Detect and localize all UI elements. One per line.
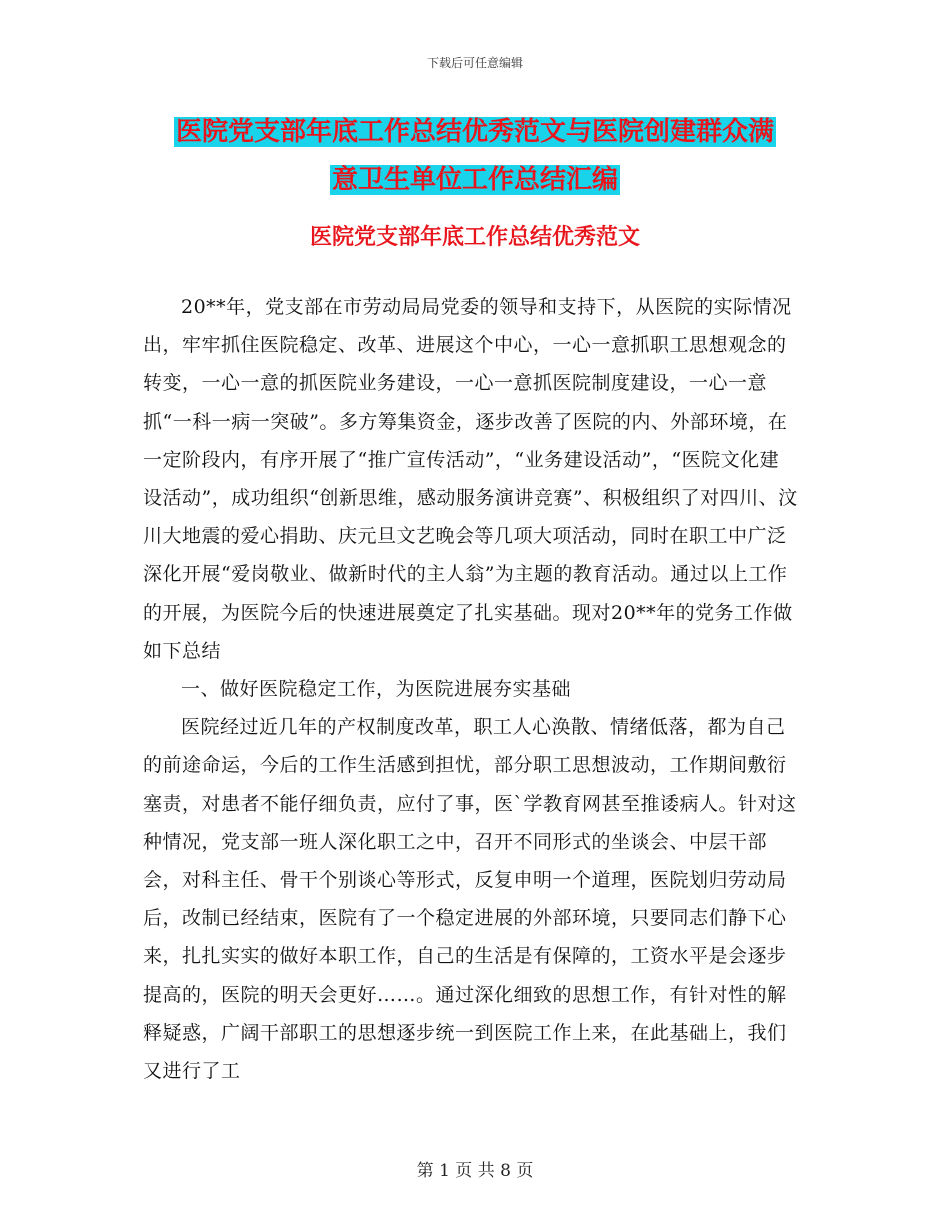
page-header-note: 下载后可任意编辑 (426, 56, 523, 70)
document-title-line-2: 意卫生单位工作总结汇编 (331, 165, 618, 195)
document-title-line-1: 医院党支部年底工作总结优秀范文与医院创建群众满 (175, 117, 774, 147)
paragraph-stability-work: 医院经过近几年的产权制度改革，职工人心涣散、情绪低落，都为自己的前途命运，今后的工作生活感到担忧，部分职工思想波动，工作期间敷衍塞责，对患者不能仔细负责，应付了事，医`学教育网甚至推诿病人。针对这种情况，党支部一班人深化职工之中，召开不同形式的坐谈会、中层干部会，对科主任、骨干个别谈心等形式，反复申明一个道理，医院划归劳动局后，改制已经结束，医院有了一个稳定进展的外部环境，只要同志们静下心来，扎扎实实的做好本职工作，自己的生活是有保障的，工资水平是会逐步提高的，医院的明天会更好……。通过深化细致的思想工作，有针对性的解释疑惑，广阔干部职工的思想逐步统一到医院工作上来，在此基础上，我们又进行了工 (143, 716, 797, 1083)
document-title (120, 108, 830, 204)
page-number: 第 1 页 共 8 页 (416, 1161, 534, 1181)
section-title: 医院党支部年底工作总结优秀范文 (309, 224, 640, 250)
paragraph-section-heading: 一、做好医院稳定工作，为医院进展夯实基础 (181, 678, 572, 701)
paragraph-intro: 20**年，党支部在市劳动局局党委的领导和支持下，从医院的实际情况出，牢牢抓住医院稳定、改革、进展这个中心，一心一意抓职工思想观念的转变，一心一意的抓医院业务建设，一心一意抓医院制度建设，一心一意抓“一科一病一突破”。多方筹集资金，逐步改善了医院的内、外部环境，在一定阶段内，有序开展了“推广宣传活动”，“业务建设活动”，“医院文化建设活动”，成功组织“创新思维，感动服务演讲竞赛”、积极组织了对四川、汶川大地震的爱心捐助、庆元旦文艺晚会等几项大项活动，同时在职工中广泛深化开展“爱岗敬业、做新时代的主人翁”为主题的教育活动。通过以上工作的开展，为医院今后的快速进展奠定了扎实基础。现对20**年的党务工作做如下总结 (143, 296, 798, 662)
document-body (143, 288, 798, 1090)
